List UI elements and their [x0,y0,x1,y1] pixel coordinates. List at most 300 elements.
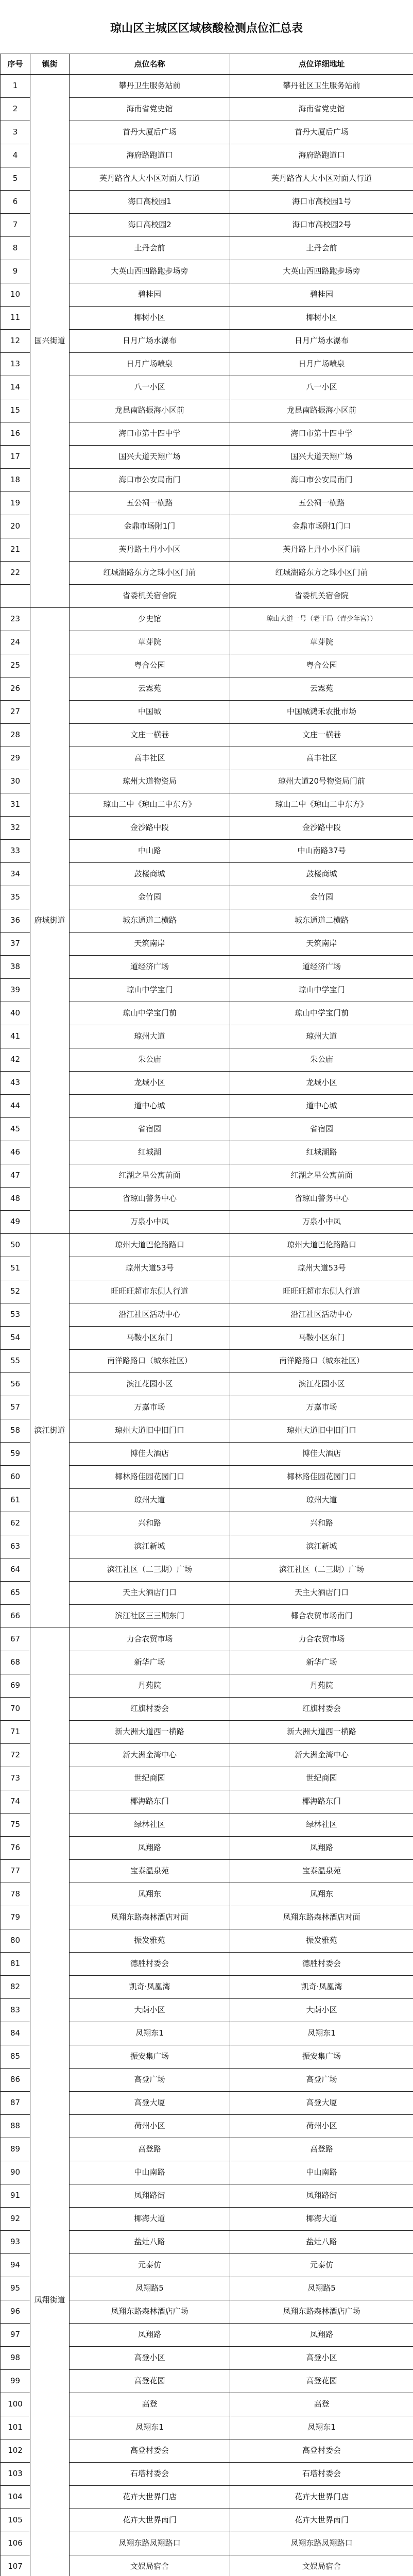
cell-site-name: 金鼎市场附1门 [70,515,230,538]
cell-seq: 67 [1,1628,30,1651]
cell-address: 草芽院 [230,631,413,654]
cell-address: 海口市第十四中学 [230,422,413,446]
cell-seq: 6 [1,191,30,214]
cell-seq: 23 [1,608,30,631]
cell-site-name: 琼州大道 [70,1489,230,1512]
cell-seq: 7 [1,214,30,237]
cell-address: 高登大厦 [230,2092,413,2115]
cell-site-name: 琼州大道53号 [70,1257,230,1280]
cell-seq: 51 [1,1257,30,1280]
cell-seq: 80 [1,1929,30,1953]
cell-address: 琼山中学宝门 [230,979,413,1002]
cell-site-name: 博佳大酒店 [70,1443,230,1466]
cell-site-name: 龙城小区 [70,1072,230,1095]
cell-seq: 1 [1,75,30,98]
cell-site-name: 芙丹路土丹小小区 [70,538,230,562]
cell-seq: 13 [1,353,30,376]
cell-seq: 32 [1,817,30,840]
cell-site-name: 文庄一横巷 [70,724,230,747]
cell-site-name: 朱公庙 [70,1048,230,1072]
cell-seq: 61 [1,1489,30,1512]
cell-seq: 45 [1,1118,30,1141]
cell-site-name: 世纪商园 [70,1767,230,1790]
cell-seq: 69 [1,1674,30,1698]
cell-address: 省宿园 [230,1118,413,1141]
cell-address: 新华广场 [230,1651,413,1674]
cell-address: 芙丹路省人大小区对面人行道 [230,167,413,191]
cell-seq: 79 [1,1906,30,1929]
cell-site-name: 凤翔东1 [70,2416,230,2439]
cell-address: 海口市高校园2号 [230,214,413,237]
cell-address: 日月广场水瀑布 [230,330,413,353]
cell-address: 德胜村委会 [230,1953,413,1976]
cell-site-name: 省委机关宿舍院 [70,585,230,608]
cell-seq: 3 [1,121,30,144]
cell-site-name: 南洋路路口（城东社区） [70,1350,230,1373]
cell-seq: 2 [1,98,30,121]
cell-site-name: 大荫小区 [70,1999,230,2022]
cell-site-name: 高登 [70,2393,230,2416]
cell-site-name: 芙丹路省人大小区对面人行道 [70,167,230,191]
cell-seq: 44 [1,1095,30,1118]
cell-site-name: 道中心城 [70,1095,230,1118]
cell-address: 高丰社区 [230,747,413,770]
cell-seq: 25 [1,654,30,677]
cell-seq: 91 [1,2184,30,2208]
cell-seq: 88 [1,2115,30,2138]
cell-seq: 30 [1,770,30,793]
cell-seq: 19 [1,492,30,515]
table-row [1,75,413,98]
cell-address: 首丹大厦后广场 [230,121,413,144]
cell-site-name: 椰林路佳园花园门口 [70,1466,230,1489]
cell-address: 八一小区 [230,376,413,399]
cell-site-name: 五公祠一横路 [70,492,230,515]
cell-address: 海南省党史馆 [230,98,413,121]
cell-seq: 78 [1,1883,30,1906]
cell-seq: 86 [1,2069,30,2092]
cell-address: 椰海路东门 [230,1790,413,1814]
cell-site-name: 荷州小区 [70,2115,230,2138]
cell-site-name: 中山路 [70,840,230,863]
cell-site-name: 凤翔东路森林酒店对面 [70,1906,230,1929]
cell-address: 国兴大道天翔广场 [230,446,413,469]
cell-address: 凤翔东路凤翔路口 [230,2532,413,2555]
cell-site-name: 云霖苑 [70,677,230,701]
cell-site-name: 草芽院 [70,631,230,654]
table-row [1,1628,413,1651]
cell-seq: 62 [1,1512,30,1535]
cell-site-name: 海南省党史馆 [70,98,230,121]
cell-site-name: 万泉小中凤 [70,1211,230,1234]
header-street: 镇街 [30,54,70,75]
cell-site-name: 旺旺旺超市东侧人行道 [70,1280,230,1303]
cell-address: 椰林路佳园花园门口 [230,1466,413,1489]
cell-site-name: 椰海大道 [70,2208,230,2231]
cell-address: 中山南路 [230,2161,413,2184]
cell-seq: 4 [1,144,30,167]
cell-seq: 42 [1,1048,30,1072]
cell-seq [1,585,30,608]
cell-site-name: 大英山西四路跑步场旁 [70,260,230,283]
cell-site-name: 丹苑院 [70,1674,230,1698]
cell-address: 碧桂园 [230,283,413,307]
cell-address: 琼州大道 [230,1025,413,1048]
cell-seq: 43 [1,1072,30,1095]
cell-seq: 60 [1,1466,30,1489]
cell-address: 博佳大酒店 [230,1443,413,1466]
cell-address: 琼山大道一号（老干局（青少年宫）） [230,608,413,631]
cell-address: 荷州小区 [230,2115,413,2138]
cell-address: 凤翔路街 [230,2184,413,2208]
cell-seq: 34 [1,863,30,886]
cell-seq: 20 [1,515,30,538]
cell-seq: 90 [1,2161,30,2184]
cell-seq: 98 [1,2347,30,2370]
cell-site-name: 首丹大厦后广场 [70,121,230,144]
cell-site-name: 盐灶八路 [70,2231,230,2254]
cell-address: 宝泰温泉苑 [230,1860,413,1883]
cell-site-name: 道经济广场 [70,956,230,979]
cell-address: 琼山中学宝门前 [230,1002,413,1025]
cell-site-name: 凤翔路5 [70,2277,230,2300]
cell-address: 红城湖路 [230,1141,413,1164]
cell-site-name: 凤翔路 [70,1837,230,1860]
cell-site-name: 日月广场喷泉 [70,353,230,376]
cell-address: 世纪商园 [230,1767,413,1790]
cell-seq: 63 [1,1535,30,1558]
cell-address: 琼州大道旧中旧门口 [230,1419,413,1443]
cell-address: 芙丹路上丹小小区门前 [230,538,413,562]
cell-site-name: 海口高校园2 [70,214,230,237]
cell-address: 中山南路37号 [230,840,413,863]
cell-site-name: 海口高校园1 [70,191,230,214]
cell-address: 盐灶八路 [230,2231,413,2254]
cell-seq: 26 [1,677,30,701]
cell-address: 凤翔路 [230,2324,413,2347]
cell-address: 花卉大世界门店 [230,2486,413,2509]
cell-site-name: 凤翔东路森林酒店广场 [70,2300,230,2324]
cell-seq: 33 [1,840,30,863]
cell-site-name: 高登村委会 [70,2439,230,2463]
cell-address: 高登小区 [230,2347,413,2370]
cell-site-name: 马鞍小区东门 [70,1327,230,1350]
cell-site-name: 土丹会前 [70,237,230,260]
document-title: 琼山区主城区区域核酸检测点位汇总表 [110,22,303,35]
header-seq: 序号 [1,54,30,75]
cell-site-name: 龙昆南路振海小区前 [70,399,230,422]
cell-seq: 24 [1,631,30,654]
cell-address: 文庄一横巷 [230,724,413,747]
cell-seq: 18 [1,469,30,492]
cell-seq: 77 [1,1860,30,1883]
cell-site-name: 凤翔路街 [70,2184,230,2208]
table-body [1,75,413,2576]
cell-seq: 31 [1,793,30,817]
cell-seq: 48 [1,1188,30,1211]
cell-site-name: 振安集广场 [70,2045,230,2069]
cell-address: 琼州大道巴伦路路口 [230,1234,413,1257]
cell-seq: 40 [1,1002,30,1025]
cell-address: 凤翔东1 [230,2416,413,2439]
cell-address: 凤翔东 [230,1883,413,1906]
cell-seq: 5 [1,167,30,191]
cell-site-name: 凯奇·凤凰湾 [70,1976,230,1999]
cell-address: 凤翔东路森林酒店对面 [230,1906,413,1929]
cell-seq: 70 [1,1698,30,1721]
cell-seq: 96 [1,2300,30,2324]
cell-site-name: 高登小区 [70,2347,230,2370]
cell-seq: 22 [1,562,30,585]
cell-seq: 106 [1,2532,30,2555]
cell-address: 凤翔东路森林酒店广场 [230,2300,413,2324]
cell-site-name: 琼山中学宝门前 [70,1002,230,1025]
cell-site-name: 天主大酒店门口 [70,1582,230,1605]
cell-seq: 10 [1,283,30,307]
cell-seq: 102 [1,2439,30,2463]
cell-address: 马鞍小区东门 [230,1327,413,1350]
cell-seq: 92 [1,2208,30,2231]
cell-address: 红湖之星公寓前面 [230,1164,413,1188]
cell-site-name: 省宿园 [70,1118,230,1141]
cell-seq: 27 [1,701,30,724]
cell-address: 龙城小区 [230,1072,413,1095]
header-name: 点位名称 [70,54,230,75]
cell-address: 金竹园 [230,886,413,909]
cell-seq: 41 [1,1025,30,1048]
cell-site-name: 海口市公安局南门 [70,469,230,492]
cell-seq: 93 [1,2231,30,2254]
cell-address: 日月广场喷泉 [230,353,413,376]
cell-seq: 72 [1,1744,30,1767]
cell-seq: 75 [1,1814,30,1837]
cell-address: 新大洲大道西一横路 [230,1721,413,1744]
cell-seq: 16 [1,422,30,446]
cell-address: 石塔村委会 [230,2463,413,2486]
cell-site-name: 红城湖路东方之珠小区门前 [70,562,230,585]
site-table [0,54,413,2576]
cell-site-name: 沿江社区活动中心 [70,1303,230,1327]
cell-site-name: 日月广场水瀑布 [70,330,230,353]
cell-address: 滨江花园小区 [230,1373,413,1396]
cell-site-name: 少史馆 [70,608,230,631]
cell-seq: 66 [1,1605,30,1628]
cell-site-name: 花卉大世界门店 [70,2486,230,2509]
cell-site-name: 滨江花园小区 [70,1373,230,1396]
cell-address: 道中心城 [230,1095,413,1118]
cell-address: 凤翔路 [230,1837,413,1860]
cell-seq: 101 [1,2416,30,2439]
cell-site-name: 文娱局宿舍 [70,2555,230,2576]
cell-seq: 103 [1,2463,30,2486]
cell-address: 金鼎市场附1门口 [230,515,413,538]
cell-site-name: 石塔村委会 [70,2463,230,2486]
cell-street: 滨江街道 [30,1234,70,1628]
cell-site-name: 椰树小区 [70,307,230,330]
cell-address: 滨江社区（二三期）广场 [230,1558,413,1582]
cell-address: 万泉小中凤 [230,1211,413,1234]
cell-address: 万嘉市场 [230,1396,413,1419]
cell-seq: 82 [1,1976,30,1999]
cell-site-name: 兴和路 [70,1512,230,1535]
cell-site-name: 振发雅苑 [70,1929,230,1953]
cell-site-name: 八一小区 [70,376,230,399]
cell-street: 国兴街道 [30,75,70,608]
cell-address: 天主大酒店门口 [230,1582,413,1605]
cell-address: 鼓楼商城 [230,863,413,886]
header-row [1,54,413,75]
cell-street: 凤翔街道 [30,1628,70,2576]
cell-site-name: 宝泰温泉苑 [70,1860,230,1883]
cell-site-name: 红湖之星公寓前面 [70,1164,230,1188]
cell-site-name: 金沙路中段 [70,817,230,840]
cell-site-name: 攀丹卫生服务站前 [70,75,230,98]
cell-seq: 68 [1,1651,30,1674]
cell-address: 振发雅苑 [230,1929,413,1953]
cell-seq: 83 [1,1999,30,2022]
cell-address: 振安集广场 [230,2045,413,2069]
cell-seq: 84 [1,2022,30,2045]
cell-seq: 14 [1,376,30,399]
cell-address: 新大洲金湾中心 [230,1744,413,1767]
cell-seq: 8 [1,237,30,260]
cell-seq: 74 [1,1790,30,1814]
cell-seq: 49 [1,1211,30,1234]
cell-seq: 56 [1,1373,30,1396]
cell-address: 椰树小区 [230,307,413,330]
cell-site-name: 凤翔东路凤翔路口 [70,2532,230,2555]
cell-address: 椰海大道 [230,2208,413,2231]
cell-site-name: 红旗村委会 [70,1698,230,1721]
cell-site-name: 海府路跑道口 [70,144,230,167]
cell-site-name: 琼山二中《琼山二中东方》 [70,793,230,817]
cell-site-name: 琼山中学宝门 [70,979,230,1002]
cell-site-name: 凤翔路 [70,2324,230,2347]
cell-site-name: 凤翔东1 [70,2022,230,2045]
cell-address: 攀丹社区卫生服务站前 [230,75,413,98]
cell-site-name: 滨江新城 [70,1535,230,1558]
cell-site-name: 高登路 [70,2138,230,2161]
cell-seq: 36 [1,909,30,933]
cell-site-name: 鼓楼商城 [70,863,230,886]
cell-address: 省琼山警务中心 [230,1188,413,1211]
cell-site-name: 中国城 [70,701,230,724]
cell-site-name: 新大洲大道西一横路 [70,1721,230,1744]
cell-address: 兴和路 [230,1512,413,1535]
cell-site-name: 中山南路 [70,2161,230,2184]
cell-site-name: 滨江社区三三期东门 [70,1605,230,1628]
cell-seq: 28 [1,724,30,747]
cell-address: 高登路 [230,2138,413,2161]
cell-seq: 99 [1,2370,30,2393]
cell-address: 花卉大世界南门 [230,2509,413,2532]
cell-site-name: 高登大厦 [70,2092,230,2115]
cell-address: 旺旺旺超市东侧人行道 [230,1280,413,1303]
cell-seq: 35 [1,886,30,909]
cell-seq: 57 [1,1396,30,1419]
cell-address: 元泰仿 [230,2254,413,2277]
cell-site-name: 国兴大道天翔广场 [70,446,230,469]
cell-site-name: 椰海路东门 [70,1790,230,1814]
cell-site-name: 天筑南岸 [70,933,230,956]
cell-address: 大英山西四路跑步场旁 [230,260,413,283]
cell-address: 土丹会前 [230,237,413,260]
cell-seq: 15 [1,399,30,422]
cell-address: 云霖苑 [230,677,413,701]
cell-seq: 107 [1,2555,30,2576]
cell-seq: 64 [1,1558,30,1582]
cell-address: 力合农贸市场 [230,1628,413,1651]
cell-address: 琼州大道53号 [230,1257,413,1280]
table-row [1,608,413,631]
cell-address: 高登广场 [230,2069,413,2092]
cell-seq: 55 [1,1350,30,1373]
cell-address: 中国城鸿禾农批市场 [230,701,413,724]
cell-seq: 58 [1,1419,30,1443]
cell-seq: 52 [1,1280,30,1303]
cell-seq: 105 [1,2509,30,2532]
cell-seq: 12 [1,330,30,353]
cell-seq: 47 [1,1164,30,1188]
cell-seq: 59 [1,1443,30,1466]
cell-site-name: 力合农贸市场 [70,1628,230,1651]
cell-site-name: 万嘉市场 [70,1396,230,1419]
cell-address: 椰合农贸市场南门 [230,1605,413,1628]
cell-site-name: 琼州大道巴伦路路口 [70,1234,230,1257]
cell-street: 府城街道 [30,608,70,1234]
cell-site-name: 滨江社区（二三期）广场 [70,1558,230,1582]
cell-address: 龙昆南路振海小区前 [230,399,413,422]
cell-site-name: 粤合公园 [70,654,230,677]
cell-seq: 11 [1,307,30,330]
cell-address: 琼州大道 [230,1489,413,1512]
cell-seq: 46 [1,1141,30,1164]
cell-address: 道经济广场 [230,956,413,979]
cell-seq: 76 [1,1837,30,1860]
cell-seq: 100 [1,2393,30,2416]
cell-site-name: 高丰社区 [70,747,230,770]
cell-site-name: 凤翔东 [70,1883,230,1906]
cell-address: 丹苑院 [230,1674,413,1698]
cell-seq: 37 [1,933,30,956]
cell-seq: 39 [1,979,30,1002]
table-row [1,1234,413,1257]
cell-address: 凤翔路5 [230,2277,413,2300]
cell-seq: 9 [1,260,30,283]
cell-site-name: 红城湖 [70,1141,230,1164]
cell-address: 朱公庙 [230,1048,413,1072]
cell-seq: 65 [1,1582,30,1605]
cell-site-name: 金竹园 [70,886,230,909]
cell-seq: 54 [1,1327,30,1350]
cell-address: 高登花园 [230,2370,413,2393]
cell-seq: 85 [1,2045,30,2069]
cell-address: 城东通道二横路 [230,909,413,933]
cell-site-name: 德胜村委会 [70,1953,230,1976]
cell-address: 绿林社区 [230,1814,413,1837]
cell-site-name: 花卉大世界南门 [70,2509,230,2532]
cell-address: 大荫小区 [230,1999,413,2022]
cell-address: 五公祠一横路 [230,492,413,515]
cell-site-name: 元泰仿 [70,2254,230,2277]
cell-seq: 97 [1,2324,30,2347]
cell-site-name: 琼州大道旧中旧门口 [70,1419,230,1443]
cell-address: 海口市公安局南门 [230,469,413,492]
cell-seq: 17 [1,446,30,469]
cell-address: 红旗村委会 [230,1698,413,1721]
cell-seq: 38 [1,956,30,979]
cell-address: 文娱局宿舍 [230,2555,413,2576]
